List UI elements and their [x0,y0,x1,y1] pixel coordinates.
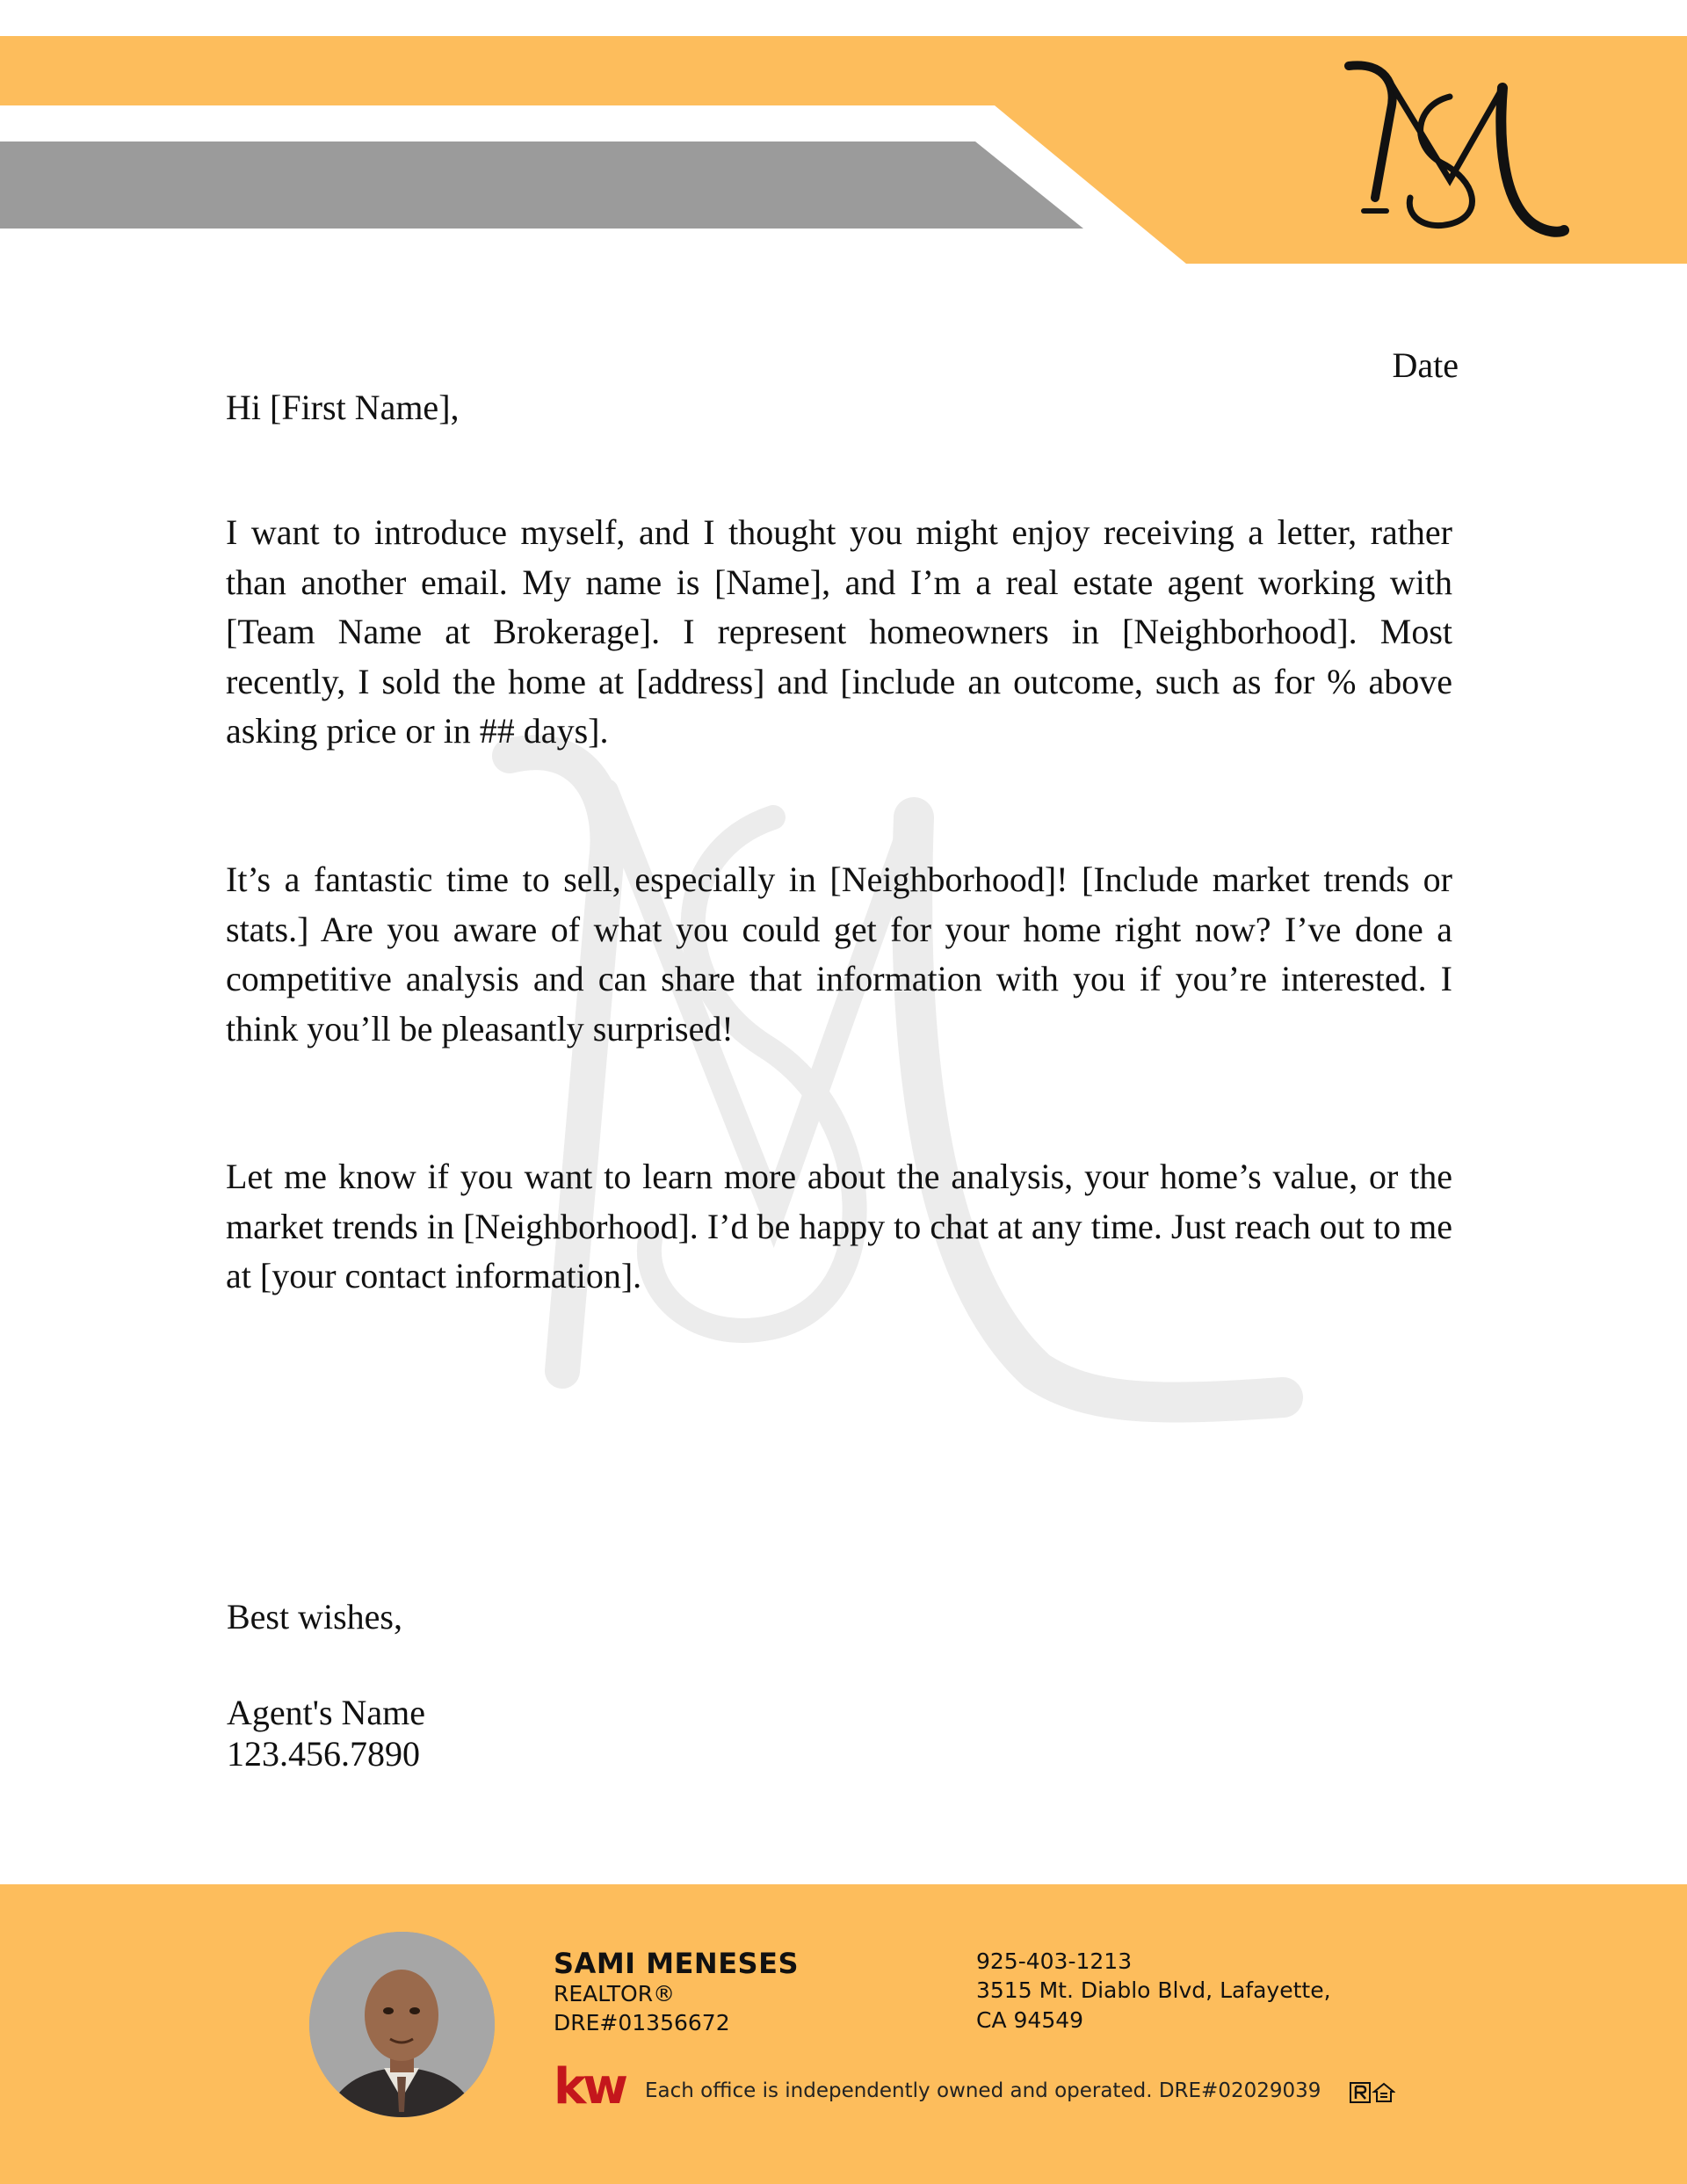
realtor-r-icon [1350,2083,1370,2102]
footer-disclaimer: Each office is independently owned and operated. DRE#02029039 [645,2079,1321,2102]
footer-phone: 925-403-1213 [976,1948,1133,1974]
header-gray-band [0,141,1083,229]
signature-phone: 123.456.7890 [227,1734,420,1774]
signature-name: Agent's Name [227,1693,426,1732]
kw-logo: kw [554,2058,625,2115]
header-banner [0,0,1687,272]
letter-paragraph-3: Let me know if you want to learn more about the analysis, your home’s value, or the market trends in [Neighborhood]. I’d be happy to chat at any time. Just reach out to me at [your contact information]. [226,1157,1452,1295]
agent-avatar [309,1932,495,2117]
footer-address-line2: CA 94549 [976,2007,1084,2033]
footer-agent-title: REALTOR® [554,1981,676,2006]
footer-agent-name: SAMI MENESES [554,1947,799,1980]
footer-address-line1: 3515 Mt. Diablo Blvd, Lafayette, [976,1977,1331,2003]
letter-greeting: Hi [First Name], [226,388,460,427]
letter-paragraph-2: It’s a fantastic time to sell, especially in [Neighborhood]! [Include market trends or stats.] Are you aware of what you could get for your home right now? I’ve done a competitive analysis and can share that information with you if you’re interested. I think you’ll be pleasantly surprised! [226,860,1452,1048]
footer-agent-dre: DRE#01356672 [554,2010,730,2035]
letter-closing: Best wishes, [227,1597,402,1636]
equal-housing-icon [1374,2084,1394,2101]
letter-paragraph-1: I want to introduce myself, and I thought you might enjoy receiving a letter, rather than another email. My name is [Name], and I’m a real estate agent working with [Team Name at Brokerage]. I represent homeowners in [Neighborhood]. Most recently, I sold the home at [address] and [include an outcome, such as for % above asking price or in ## days]. [226,512,1452,751]
footer-band [0,1884,1687,2184]
letter-date: Date [1392,345,1459,385]
footer-compliance-icons [1350,2081,1395,2104]
